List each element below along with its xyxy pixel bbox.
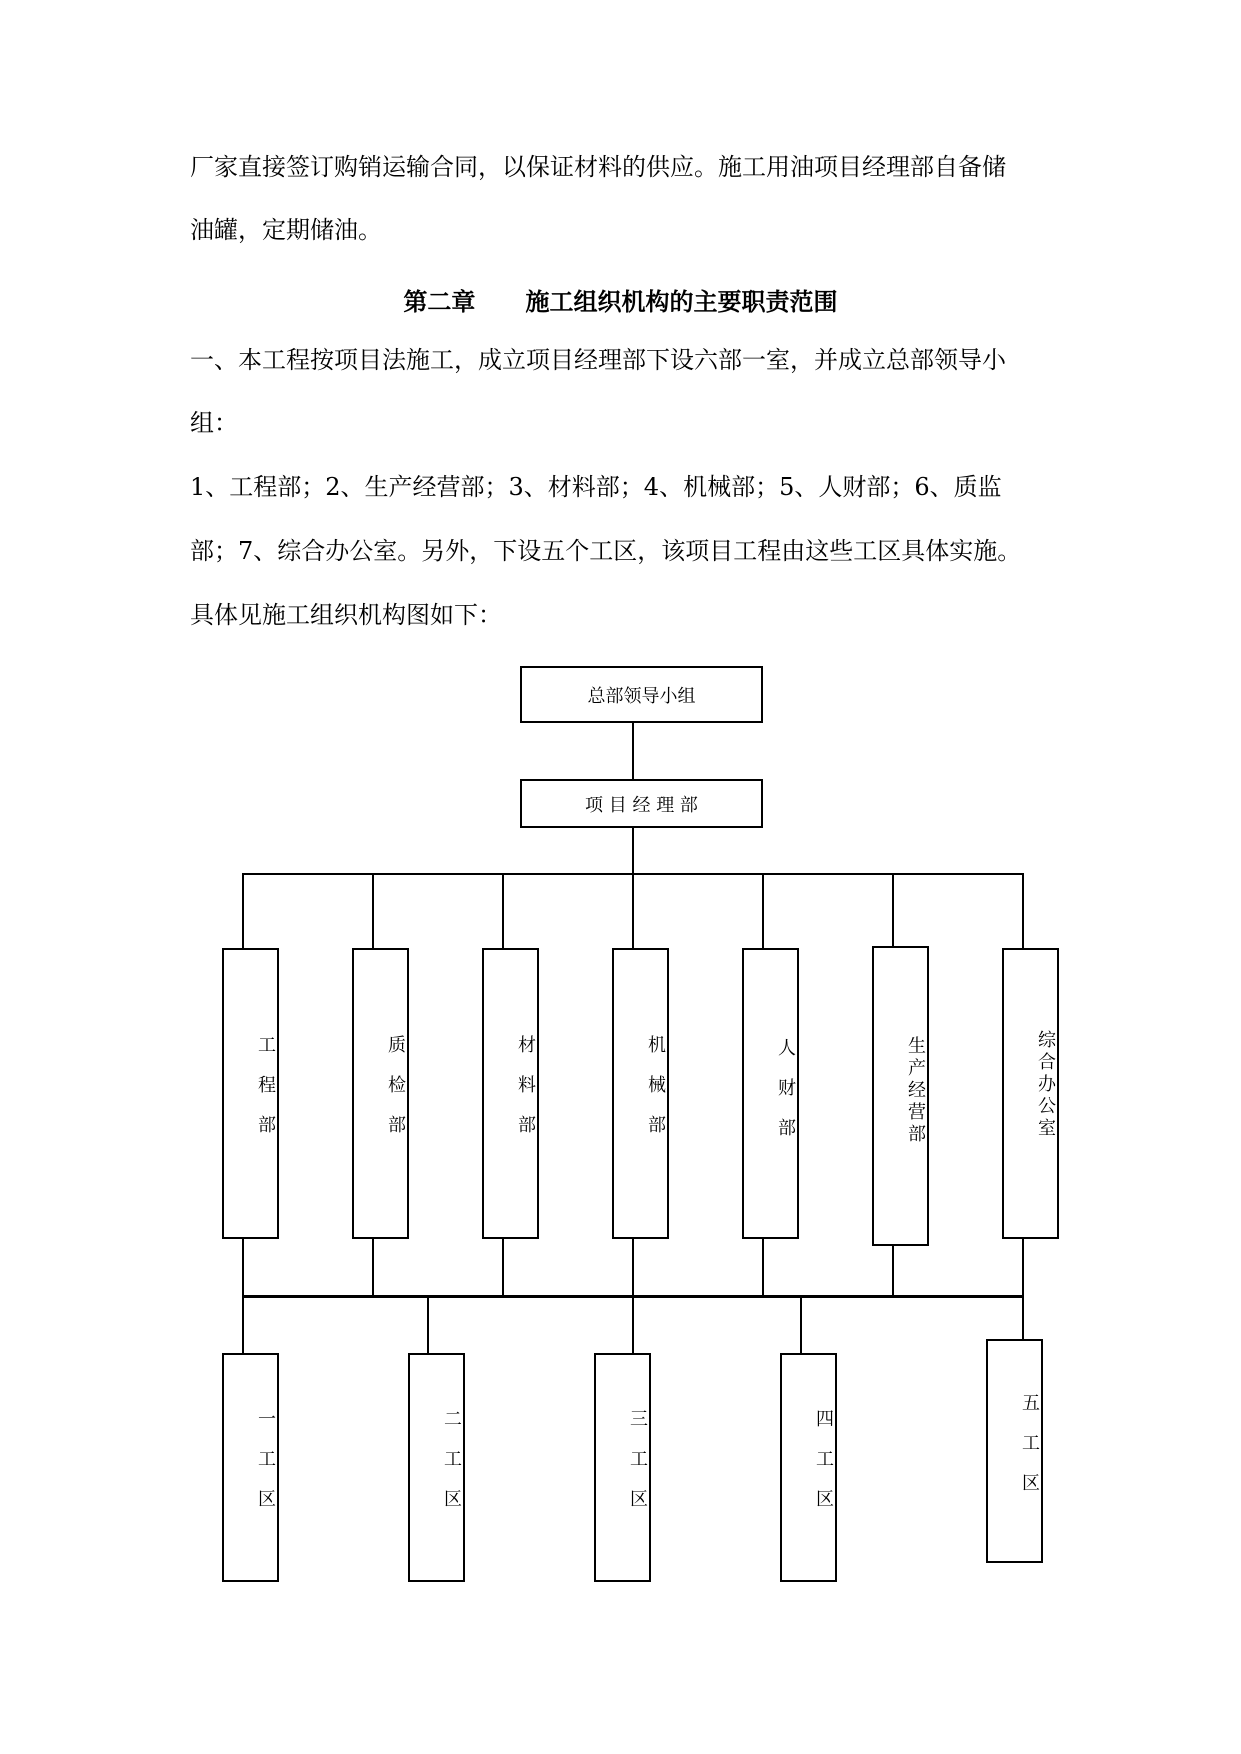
org-node-label: 生产经营部 [905, 1036, 926, 1146]
org-node-label: 质检部 [385, 1035, 406, 1155]
connector-line [1022, 1239, 1024, 1296]
org-node-department [742, 948, 799, 1239]
connector-line [372, 1239, 374, 1296]
org-node-department [222, 948, 279, 1239]
org-node-label: 项 目 经 理 部 [585, 794, 698, 816]
org-node-work-area [222, 1353, 279, 1582]
org-node-work-area [408, 1353, 465, 1582]
org-node-label: 四工区 [813, 1409, 834, 1529]
org-node-label: 综合办公室 [1035, 1030, 1056, 1140]
paragraph-line: 油罐，定期储油。 [190, 216, 382, 244]
org-node-department [482, 948, 539, 1239]
connector-line [892, 873, 894, 946]
org-node-department [612, 948, 669, 1239]
paragraph-line: 一、本工程按项目法施工，成立项目经理部下设六部一室，并成立总部领导小 [190, 346, 1006, 374]
connector-line [372, 873, 374, 948]
connector-line [892, 1246, 894, 1296]
org-node-department [872, 946, 929, 1246]
connector-line [762, 873, 764, 948]
org-node-label: 工程部 [255, 1035, 276, 1155]
connector-line [427, 1297, 429, 1353]
org-node-work-area [986, 1339, 1043, 1563]
org-node-department [352, 948, 409, 1239]
connector-line [1022, 1297, 1024, 1339]
org-node-manager [520, 779, 763, 828]
org-node-label: 五工区 [1019, 1393, 1040, 1513]
org-node-label: 三工区 [627, 1409, 648, 1529]
paragraph-line: 厂家直接签订购销运输合同，以保证材料的供应。施工用油项目经理部自备储 [190, 153, 1006, 181]
org-node-label: 机械部 [645, 1035, 666, 1155]
org-node-label: 一工区 [255, 1409, 276, 1529]
org-node-department [1002, 948, 1059, 1239]
chapter-heading: 第二章 施工组织机构的主要职责范围 [403, 287, 838, 316]
connector-line [242, 1295, 1024, 1298]
org-node-label: 人财部 [775, 1038, 796, 1158]
connector-line [632, 873, 634, 948]
connector-line [242, 873, 244, 948]
connector-line [502, 873, 504, 948]
org-node-work-area [780, 1353, 837, 1582]
connector-line [502, 1239, 504, 1296]
connector-line [632, 828, 634, 875]
org-node-work-area [594, 1353, 651, 1582]
paragraph-line: 组： [190, 409, 238, 437]
connector-line [1022, 873, 1024, 948]
org-node-label: 二工区 [441, 1409, 462, 1529]
connector-line [800, 1297, 802, 1353]
connector-line [242, 1239, 244, 1296]
org-node-leadership [520, 666, 763, 723]
connector-line [632, 723, 634, 779]
paragraph-line: 部；7、综合办公室。另外，下设五个工区，该项目工程由这些工区具体实施。 [190, 537, 1022, 565]
connector-line [242, 1297, 244, 1353]
paragraph-line: 1、工程部；2、生产经营部；3、材料部；4、机械部；5、人财部；6、质监 [190, 473, 1002, 501]
org-node-label: 材料部 [515, 1035, 536, 1155]
paragraph-line: 具体见施工组织机构图如下： [190, 601, 502, 629]
org-node-label: 总部领导小组 [587, 685, 696, 707]
connector-line [762, 1239, 764, 1296]
